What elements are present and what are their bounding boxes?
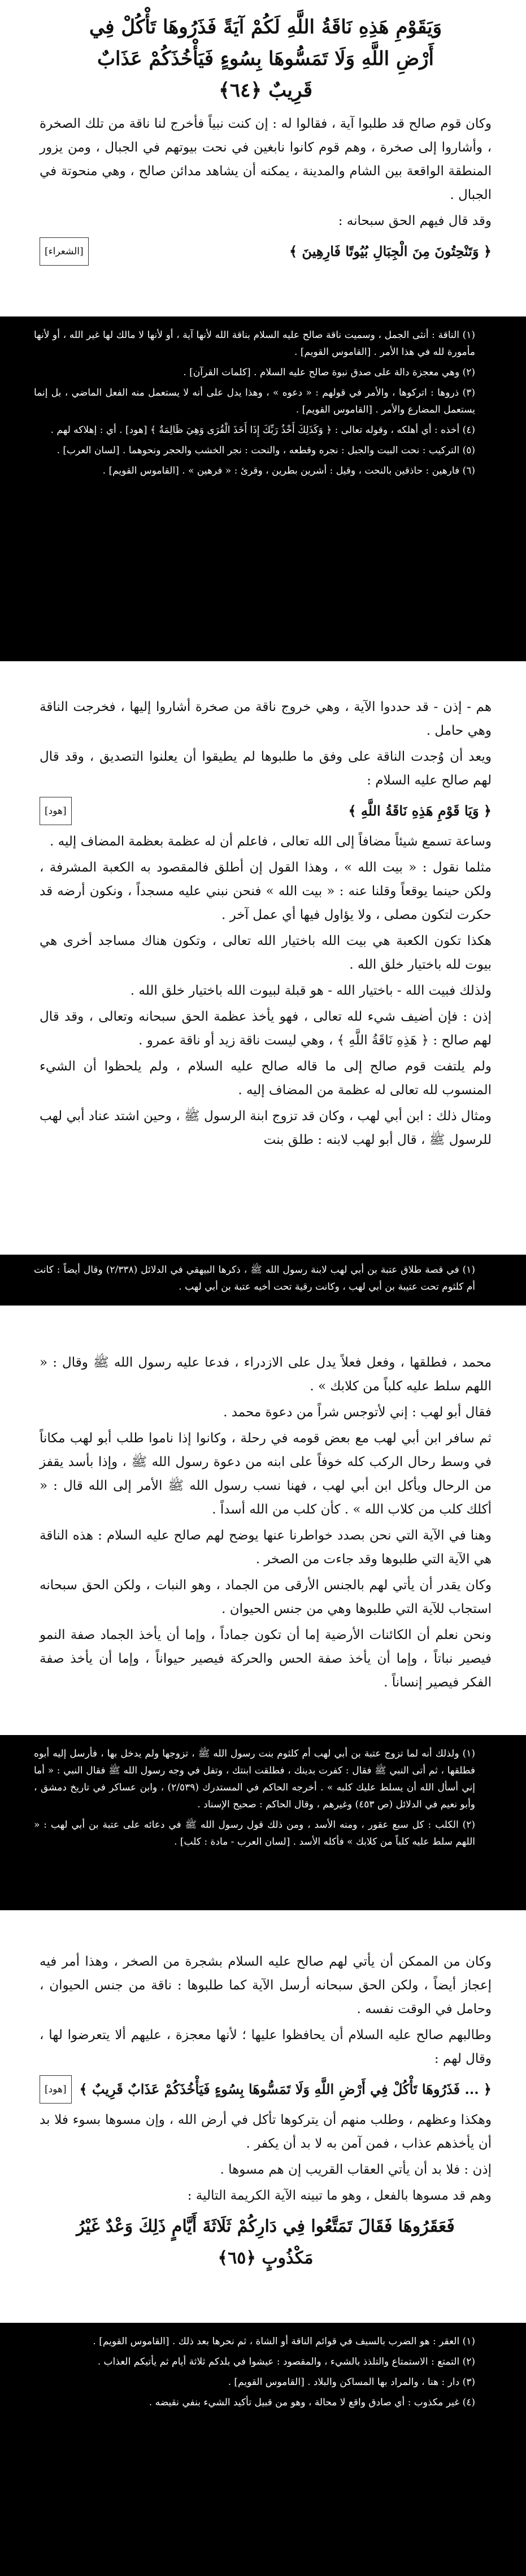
verse-text: وَيَقَوْمِ هَذِهِ نَاقَةُ اللَّهِ لَكُمْ آيَةً فَذَرُوهَا تَأْكُلْ فِي أَرْضِ اللَّهِ وَلَا تَمَسُّوهَا بِسُوءٍ فَيَأْخُذَكُمْ عَذَابٌ قَرِيبٌ — [89, 16, 442, 102]
verse-number-ornament: ﴿٦٥﴾ — [218, 2248, 256, 2268]
paragraph: وكان قوم صالح قد طلبوا آية ، فقالوا له : إن كنت نبياً فأخرج لنا ناقة من تلك الصخرة ، وأشاروا إلى صخرة ، وهم قوم كانوا نابغين في نحت بيوتهم في الجبال ، ومن يزور المنطقة الواقعة بين الشام والمدينة ، يمكنه أن يشاهد مدائن صالح ، وهي منحوتة في الجبال . — [40, 116, 492, 202]
footnote: (١) الناقة : أنثى الجمل ، وسميت ناقة صالح عليه السلام بناقة الله لأنها آية ، أو لأنها لا مالك لها غير الله ، أو لأنها مأمورة لله في هذا الأمر . [القاموس القويم] . — [34, 329, 475, 358]
verse-number-ornament: ﴿٦٤﴾ — [218, 79, 262, 102]
paragraph: ومثال ذلك : ابن أبي لهب ، وكان قد تزوج ابنة الرسول ﷺ ، وحين اشتد عناد أبي لهب للرسول ﷺ ، قال أبو لهب لابنه : طلق بنت — [40, 1109, 492, 1147]
page-3-column — [40, 1351, 492, 1697]
paragraph: فقال أبو لهب : إني لأتوجس شراً من دعوة محمد . — [223, 1405, 492, 1420]
verse-heading — [73, 2211, 458, 2274]
paragraph: وهم قد مسوها بالفعل ، وهو ما تبينه الآية الكريمة التالية : — [187, 2188, 492, 2203]
quoted-verse-text: ﴿ ... فَذَرُوهَا تَأْكُلْ فِي أَرْضِ اللَّهِ وَلَا تَمَسُّوهَا بِسُوءٍ فَيَأْخُذَكُمْ عَذَابٌ قَرِيبٌ ﴾ — [79, 2081, 492, 2097]
quoted-verse — [40, 237, 492, 266]
footnote: (٢) وهي معجزة دالة على صدق نبوة صالح عليه السلام . [كلمات القرآن] . — [183, 367, 475, 378]
paragraph: محمد ، فطلقها ، وفعل فعلاً يدل على الازدراء ، فدعا عليه رسول الله ﷺ وقال : « اللهم سلط عليه كلباً من كلابك » . — [40, 1355, 492, 1394]
footnote: (٦) فارهين : حاذقين بالنحت ، وقيل : أشرين بطرين ، وقرئ : « فرهين » . [القاموس القويم] . — [102, 465, 475, 476]
paragraph: ولذلك فبيت الله - باختيار الله - هو قبلة لبيوت الله باختيار خلق الله . — [130, 983, 492, 998]
paragraph: وطالبهم صالح عليه السلام أن يحافظوا عليها ؛ لأنها معجزة ، عليهم ألا يتعرضوا لها ، وقال لهم : — [40, 2028, 492, 2066]
page-1 — [0, 0, 526, 661]
quoted-verse-text: ﴿ وَتَنْحِتُونَ مِنَ الْجِبَالِ بُيُوتًا فَارِهِينَ ﴾ — [289, 243, 492, 259]
footnotes-block — [0, 316, 526, 661]
page-2 — [0, 678, 526, 1306]
verse-reference: [هود] — [40, 2075, 72, 2104]
paragraph: ويعد أن وُجدت الناقة على وفق ما طلبوها لم يطيقوا أن يعلنوا التصديق ، وقد قال لهم صالح عليه السلام : — [40, 749, 492, 788]
page-3 — [0, 1334, 526, 1910]
paragraph: مثلما نقول : « بيت الله » ، وهذا القول إن أطلق فالمقصود به الكعبة المشرفة ، ولكن حينما يوقعاً وقلنا عنه : « بيت الله » فنحن نبني عليه مسجداً ، ونكون أرضه قد حكرت لتكون مصلى ، ولا يؤاول فيها أي عمل آخر . — [40, 860, 492, 922]
footnote: (٥) التركيب : نحت البيت والجبل : نجره وقطعه ، والنحت : نجر الخشب والحجر ونحوهما . [لسان العرب] . — [56, 445, 475, 456]
verse-number: ٦٤ — [229, 79, 251, 102]
footnotes-block — [0, 2323, 526, 2576]
paragraph: وقد قال فيهم الحق سبحانه : — [338, 214, 492, 228]
verse-reference: [هود] — [40, 797, 72, 825]
paragraph: وساعة تسمع شيئاً مضافاً إلى الله تعالى ، فاعلم أن له عظمة بعظمة المضاف إليه . — [50, 834, 492, 849]
paragraph: وهكذا وعظهم ، وطلب منهم أن يتركوها تأكل في أرض الله ، وإن مسوها بسوء فلا بد أن يأخذهم عذاب ، فمن آمن به لا بد أن يكفر . — [40, 2113, 492, 2151]
paragraph: وكان من الممكن أن يأتي لهم صالح عليه السلام بشجرة من الصخر ، وهذا أمر فيه إعجاز أيضاً ، ولكن الحق سبحانه أرسل الآية كما طلبوها : ناقة من جنس الحيوان ، وحامل في الوقت نفسه . — [40, 1954, 492, 2016]
footnote: (٢) الكلب : كل سبع عقور ، ومنه الأسد ، ومن ذلك قول رسول الله ﷺ في دعائه على عتبة بن أبي لهب : « اللهم سلط عليه كلباً من كلابك » فأكله الأسد . [لسان العرب - مادة : كلب] . — [34, 1819, 475, 1848]
paragraph: وكان يقدر أن يأتي لهم بالجنس الأرقى من الجماد ، وهو النبات ، ولكن الحق سبحانه استجاب للآية التي طلبوها وهي من جنس الحيوان . — [40, 1578, 492, 1616]
quoted-verse — [40, 2075, 492, 2104]
paragraph: هم - إذن - قد حددوا الآية ، وهي خروج ناقة من صخرة أشاروا إليها ، فخرجت الناقة وهي حامل . — [40, 700, 492, 738]
page-1-column — [40, 0, 492, 270]
page-4-column — [40, 1950, 492, 2280]
footnote: (١) العقر : هو الضرب بالسيف في قوائم الناقة أو الشاة ، ثم نحرها بعد ذلك . [القاموس القويم] . — [93, 2336, 475, 2347]
paragraph: وهنا في الآية التي نحن بصدد خواطرنا عنها يوضح لهم صالح عليه السلام : هذه الناقة هي الآية التي طلبوها وقد جاءت من الصخر . — [40, 1528, 492, 1567]
quoted-verse-text: ﴿ وَيَا قَوْمِ هَذِهِ نَاقَةُ اللَّهِ ﴾ — [348, 803, 492, 819]
paragraph: إذن : فإن أضيف شيء لله تعالى ، فهو يأخذ عظمة الحق سبحانه وتعالى ، وقد قال لهم صالح : ﴿ هَذِهِ نَاقَةُ اللَّهِ ﴾ ، وهي ليست ناقة زيد أو ناقة عمرو . — [40, 1009, 492, 1048]
footnote: (١) في قصة طلاق عتبة بن أبي لهب لابنة رسول الله ﷺ ، ذكرها البيهقي في الدلائل (٢/٣٣٨) وقال أيضاً : كانت أم كلثوم تحت عتيبة بن أبي لهب ، وكانت رقية تحت أخيه عتبة بن أبي لهب . — [34, 1264, 475, 1293]
page-4 — [0, 1938, 526, 2576]
footnote: (٤) غير مكذوب : أي صادق واقع لا محالة ، وهو من قبيل تأكيد الشيء بنفي نقيضه . — [149, 2397, 475, 2408]
footnote: (٣) دار : هنا ، والمراد بها المساكن والبلاد . [القاموس القويم] . — [228, 2376, 475, 2388]
verse-reference: [الشعراء] — [40, 237, 89, 266]
paragraph: هكذا تكون الكعبة هي بيت الله باختيار الله تعالى ، وتكون هناك مساجد أخرى هي بيوت لله باختيار خلق الله . — [40, 934, 492, 972]
paragraph: ولم يلتفت قوم صالح إلى ما قاله صالح عليه السلام ، ولم يلحظوا أن الشيء المنسوب لله تعالى له عظمة من المضاف إليه . — [40, 1059, 492, 1098]
footnotes-block — [0, 1255, 526, 1306]
paragraph: إذن : فلا بد أن يأتي العقاب القريب إن هم مسوها . — [220, 2162, 492, 2177]
footnote: (٢) التمتع : الاستمتاع والتلذذ بالشيء ، والمقصود : عيشوا في بلدكم ثلاثة أيام ثم يأتيكم العذاب . — [97, 2356, 475, 2367]
quoted-verse — [40, 797, 492, 825]
verse-text: فَعَقَرُوهَا فَقَالَ تَمَتَّعُوا فِي دَارِكُمْ ثَلَاثَةَ أَيَّامٍ ذَلِكَ وَعْدٌ غَيْرُ مَكْذُوبٍ — [76, 2217, 455, 2268]
paragraph: ثم سافر ابن أبي لهب مع بعض قومه في رحلة ، وكانوا إذا ناموا طلب أبو لهب مكاناً في وسط رحال الركب كله خوفاً على ابنه من دعوة رسول الله ﷺ ، وإذا بأسد يقفز من الرحال ويأكل ابن أبي لهب ، فهنا نسب رسول الله ﷺ الأمر إلى الله قال : « أكلك كلب من كلاب الله » . كأن كلب من الله أسداً . — [40, 1431, 492, 1517]
footnotes-block — [0, 1735, 526, 1910]
verse-number: ٦٥ — [228, 2248, 246, 2268]
footnote: (٤) أخذه : أي أهلكه ، وقوله تعالى : ﴿ وَكَذَلِكَ أَخْذُ رَبِّكَ إِذَا أَخَذَ الْقُرَى وَهِيَ ظَالِمَةٌ ﴾ [هود] . أي : إهلاكه لهم . — [50, 424, 475, 436]
footnote: (٣) ذروها : اتركوها ، والأمر في قولهم : « دعوه » ، وهذا يدل على أنه لا يستعمل منه الفعل الماضي ، بل إنما يستعمل المضارع والأمر . [القاموس القويم] . — [34, 387, 475, 415]
paragraph: ونحن نعلم أن الكائنات الأرضية إما أن تكون جماداً ، وإما أن يأخذ الجماد صفة النمو فيصير نباتاً ، وإما أن يأخذ صفة الحس والحركة فيصير حيواناً ، وإما أن يأخذ صفة الفكر فيصير إنساناً . — [40, 1628, 492, 1690]
verse-heading — [73, 11, 458, 106]
footnote: (١) ولذلك أنه لما تزوج عتبة بن أبي لهب أم كلثوم بنت رسول الله ﷺ ، تزوجها ولم يدخل بها ، فأرسل إليه أبوه فطلقها ، ثم أتى النبي ﷺ فقال : كفرت بدينك ، فطلقت ابنتك ، وتفل في وجه رسول الله ﷺ فقال النبي : « أما إني أسأل الله أن يسلط عليك كلبه » . أخرجه الحاكم في المستدرك (٢/٥٣٩) ، وابن عساكر في تاريخ دمشق ، وأبو نعيم في الدلائل (ص ٤٥٣) وغيرهم ، وقال الحاكم : صحيح الإسناد . — [34, 1748, 475, 1810]
page-2-column — [40, 695, 492, 1154]
